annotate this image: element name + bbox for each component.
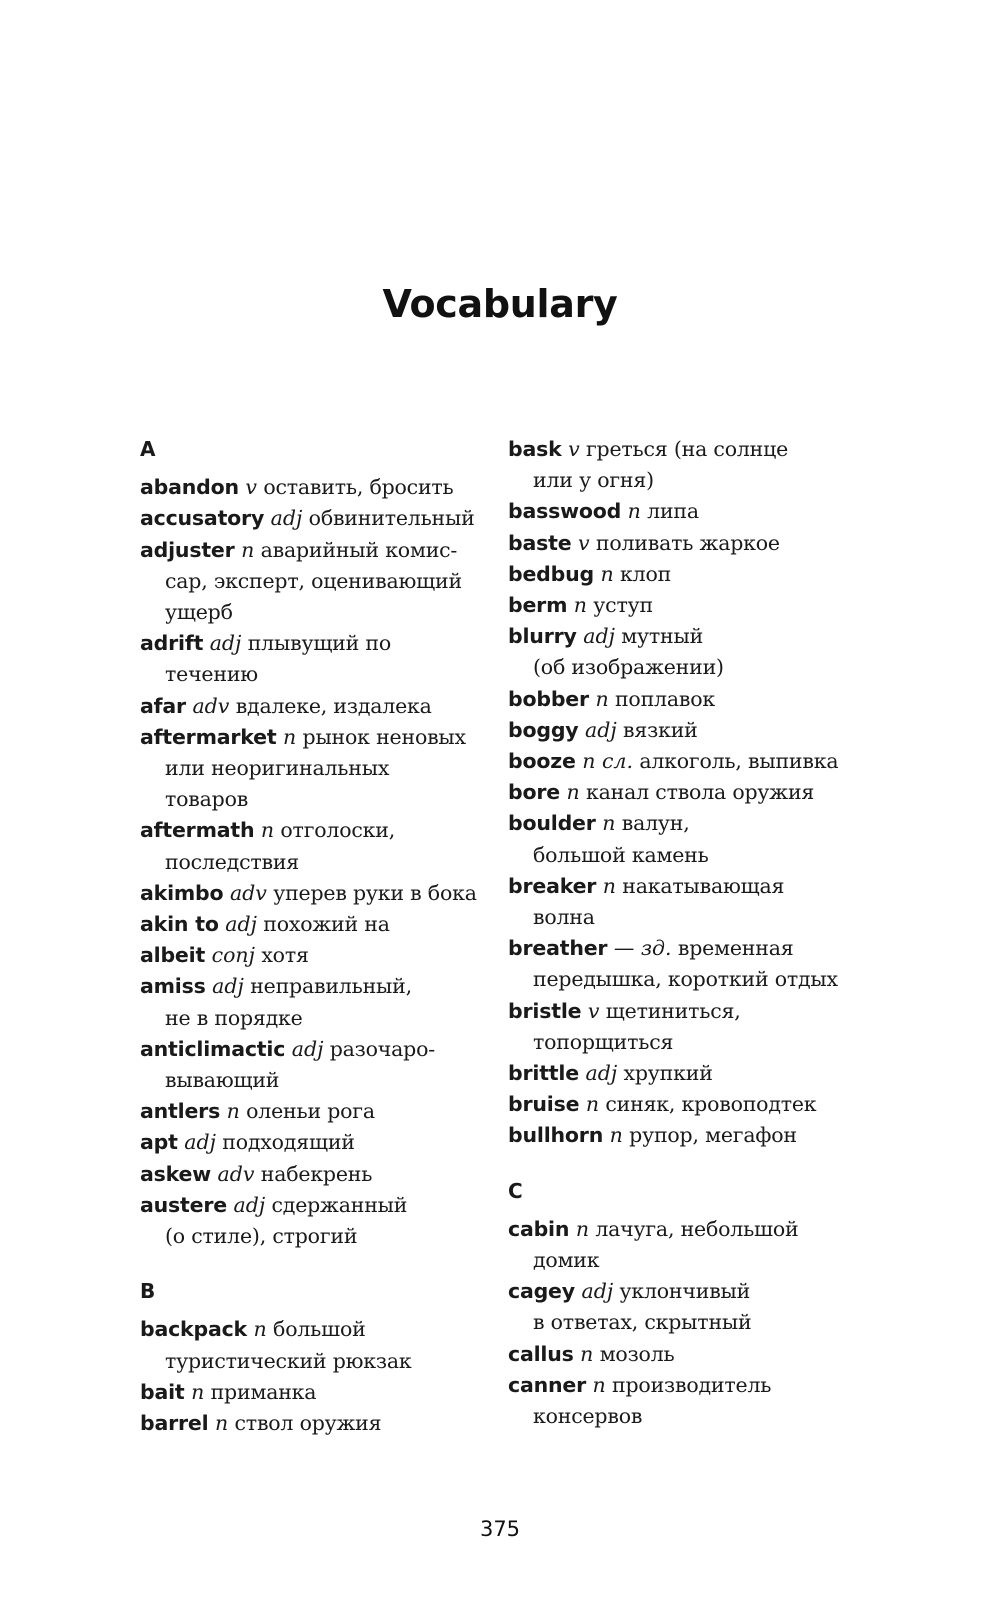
entry-part-of-speech: adj [581, 1279, 614, 1304]
entry-definition: оставить, бросить [257, 475, 454, 500]
entry-word: brittle [508, 1061, 579, 1086]
entry-word: adjuster [140, 537, 235, 562]
entry-part-of-speech: conj [211, 943, 255, 968]
glossary-entry [508, 933, 878, 995]
entry-part-of-speech: n [609, 1123, 623, 1148]
entry-word: accusatory [140, 506, 265, 531]
glossary-entry [508, 1089, 878, 1120]
entry-word: cabin [508, 1216, 570, 1241]
entry-word: aftermath [140, 818, 255, 843]
entry-definition: разочаро- [323, 1036, 435, 1061]
entry-definition-continued: в ответах, скрытный [533, 1310, 752, 1335]
glossary-entry [140, 1190, 510, 1252]
entry-definition: большой [266, 1317, 366, 1342]
glossary-entry [140, 691, 510, 722]
entry-word: blurry [508, 624, 577, 649]
entry-definition-continued: не в порядке [165, 1005, 303, 1030]
entry-definition-continued: консервов [533, 1404, 643, 1429]
entry-part-of-speech: n [595, 686, 609, 711]
section-letter: A [140, 437, 156, 461]
entry-part-of-speech: v [245, 475, 258, 500]
entry-word: bobber [508, 686, 589, 711]
glossary-entry [508, 1370, 878, 1432]
entry-definition-continued: (о стиле), строгий [165, 1224, 358, 1249]
entry-part-of-speech: v [587, 998, 600, 1023]
entry-definition-continued: течению [165, 662, 258, 687]
entry-definition: канал ствола оружия [579, 780, 815, 805]
entry-word: amiss [140, 974, 206, 999]
entry-definition-continued: туристический рюкзак [165, 1348, 412, 1373]
entry-part-of-speech: adj [270, 506, 303, 531]
entry-part-of-speech: n [226, 1099, 240, 1124]
entry-word: bristle [508, 998, 582, 1023]
entry-definition: рынок неновых [296, 724, 466, 749]
entry-part-of-speech: adj [583, 624, 615, 649]
entry-definition: сдержанный [265, 1192, 408, 1217]
entry-word: backpack [140, 1317, 247, 1342]
entry-word: berm [508, 593, 568, 618]
entry-definition: рупор, мегафон [622, 1123, 797, 1148]
glossary-entry [508, 871, 878, 933]
entry-part-of-speech: n [215, 1411, 229, 1436]
entry-part-of-speech: adj [585, 1061, 618, 1086]
entry-part-of-speech: n [191, 1379, 205, 1404]
entry-part-of-speech: n сл. [582, 749, 633, 774]
glossary-entry [140, 1096, 510, 1127]
entry-definition: неправильный, [243, 974, 412, 999]
entry-definition: приманка [204, 1379, 317, 1404]
entry-definition: липа [640, 499, 699, 524]
entry-definition: похожий на [256, 912, 390, 937]
glossary-entry [508, 1276, 878, 1338]
glossary-entry [140, 909, 510, 940]
entry-word: boggy [508, 717, 579, 742]
entry-part-of-speech: adj [209, 631, 242, 656]
entry-definition: накатывающая [615, 873, 785, 898]
entry-definition: временная [671, 936, 794, 961]
entry-word: cagey [508, 1279, 575, 1304]
entry-definition: обвинительный [302, 506, 475, 531]
glossary-entry [508, 1339, 878, 1370]
entry-part-of-speech: n [600, 561, 614, 586]
glossary-entry [508, 434, 878, 496]
entry-definition: клоп [613, 561, 672, 586]
entry-part-of-speech: n [575, 1216, 590, 1241]
glossary-entry [140, 503, 510, 534]
glossary-entry [508, 715, 878, 746]
entry-definition: синяк, кровоподтек [599, 1092, 817, 1117]
right-column [508, 434, 878, 1432]
entry-word: canner [508, 1372, 586, 1397]
glossary-entry [140, 815, 510, 877]
glossary-entry [140, 1408, 510, 1439]
entry-part-of-speech: n [260, 818, 275, 843]
entry-word: antlers [140, 1099, 221, 1124]
entry-part-of-speech: n [580, 1341, 594, 1366]
entry-definition: мозоль [593, 1341, 675, 1366]
entry-definition-continued: большой камень [533, 842, 709, 867]
entry-word: bait [140, 1379, 185, 1404]
entry-definition: вдалеке, издалека [229, 693, 432, 718]
page-number: 375 [479, 1517, 521, 1541]
entry-definition-continued: или у огня) [533, 468, 654, 493]
entry-word: adrift [140, 631, 204, 656]
glossary-entry [140, 1127, 510, 1158]
glossary-entry [508, 496, 878, 527]
glossary-entry [140, 878, 510, 909]
glossary-entry [508, 684, 878, 715]
glossary-entry [508, 1058, 878, 1089]
entry-definition: уступ [586, 593, 653, 618]
glossary-entry [140, 971, 510, 1033]
entry-word: bedbug [508, 561, 594, 586]
glossary-entry [508, 1214, 878, 1276]
entry-definition: оленьи рога [239, 1099, 375, 1124]
entry-part-of-speech: adj [225, 912, 257, 937]
entry-definition-continued: передышка, короткий отдых [533, 967, 838, 992]
entry-word: bask [508, 437, 562, 461]
page-title: Vocabulary [382, 282, 618, 326]
entry-word: apt [140, 1130, 178, 1155]
entry-part-of-speech: v [568, 437, 580, 461]
entry-word: akimbo [140, 880, 224, 905]
glossary-entry [140, 535, 510, 629]
entry-word: askew [140, 1161, 211, 1186]
glossary-entry [140, 472, 510, 503]
entry-word: afar [140, 693, 186, 718]
glossary-entry [140, 1377, 510, 1408]
glossary-entry [508, 808, 878, 870]
entry-part-of-speech: adj [291, 1036, 324, 1061]
entry-definition: поплавок [608, 686, 715, 711]
entry-part-of-speech: adv [217, 1161, 255, 1186]
entry-part-of-speech: n [253, 1317, 267, 1342]
entry-definition: аварийный комис- [254, 537, 458, 562]
glossary-entry [508, 559, 878, 590]
entry-word: breather [508, 936, 608, 961]
entry-definition: поливать жаркое [589, 530, 780, 555]
glossary-entry [508, 777, 878, 808]
entry-part-of-speech: v [577, 530, 590, 555]
glossary-entry [140, 722, 510, 816]
entry-word: breaker [508, 873, 597, 898]
entry-word: callus [508, 1341, 574, 1366]
entry-word: basswood [508, 499, 622, 524]
entry-word: bullhorn [508, 1123, 604, 1148]
entry-definition: хотя [255, 943, 309, 968]
entry-definition-continued: вывающий [165, 1068, 280, 1093]
entry-word: baste [508, 530, 572, 555]
entry-definition-continued: волна [533, 905, 595, 930]
entry-definition-continued: или неоригинальных [165, 756, 390, 781]
entry-part-of-speech: adj [184, 1130, 216, 1155]
entry-part-of-speech: n [602, 811, 616, 836]
entry-definition-continued: ущерб [165, 600, 233, 624]
entry-definition: уклончивый [613, 1279, 751, 1304]
entry-part-of-speech: adj [585, 717, 617, 742]
glossary-entry [508, 590, 878, 621]
entry-part-of-speech: n [573, 593, 587, 618]
entry-definition: лачуга, небольшой [589, 1216, 799, 1241]
entry-word: aftermarket [140, 724, 277, 749]
entry-definition: набекрень [254, 1161, 373, 1186]
entry-word: austere [140, 1192, 227, 1217]
entry-part-of-speech: adv [192, 693, 230, 718]
glossary-entry [508, 621, 878, 683]
entry-part-of-speech: n [566, 780, 580, 805]
entry-part-of-speech: — зд. [607, 936, 672, 961]
entry-definition: щетиниться, [599, 998, 741, 1023]
entry-word: booze [508, 749, 576, 774]
glossary-entry [140, 1159, 510, 1190]
entry-word: boulder [508, 811, 596, 836]
section-letter: C [508, 1178, 523, 1203]
entry-word: bruise [508, 1092, 580, 1117]
entry-definition: отголоски, [274, 818, 396, 843]
entry-definition: подходящий [215, 1130, 355, 1155]
entry-word: anticlimactic [140, 1036, 286, 1061]
entry-word: akin to [140, 912, 219, 937]
glossary-entry [140, 628, 510, 690]
glossary-entry [140, 1314, 510, 1376]
left-column [140, 434, 510, 1439]
entry-part-of-speech: n [241, 537, 255, 562]
entry-word: abandon [140, 475, 239, 500]
entry-definition: хрупкий [617, 1061, 713, 1086]
entry-part-of-speech: n [283, 724, 297, 749]
section-letter: B [140, 1279, 156, 1304]
entry-part-of-speech: n [602, 873, 616, 898]
glossary-entry [140, 1034, 510, 1096]
entry-word: bore [508, 780, 560, 805]
entry-definition-continued: домик [533, 1248, 600, 1273]
entry-definition-continued: товаров [165, 787, 249, 812]
entry-definition-continued: последствия [165, 849, 300, 874]
glossary-entry [508, 528, 878, 559]
entry-part-of-speech: adv [229, 880, 267, 905]
entry-word: barrel [140, 1411, 209, 1436]
entry-definition-continued: топорщиться [533, 1029, 674, 1054]
entry-definition: уперев руки в бока [266, 880, 477, 905]
entry-definition-continued: сар, эксперт, оценивающий [165, 568, 462, 593]
entry-definition-continued: (об изображении) [533, 655, 724, 680]
entry-part-of-speech: adj [233, 1192, 266, 1217]
entry-definition: мутный [614, 624, 704, 649]
glossary-entry [140, 940, 510, 971]
entry-part-of-speech: adj [212, 974, 244, 999]
glossary-entry [508, 1120, 878, 1151]
entry-part-of-speech: n [585, 1092, 600, 1117]
entry-definition: греться (на солнце [579, 437, 789, 461]
entry-definition: производитель [605, 1372, 772, 1397]
entry-part-of-speech: n [592, 1372, 606, 1397]
glossary-entry [508, 746, 878, 777]
entry-part-of-speech: n [627, 499, 641, 524]
entry-definition: валун, [615, 811, 690, 836]
glossary-entry [508, 996, 878, 1058]
entry-word: albeit [140, 943, 206, 968]
entry-definition: вязкий [616, 717, 698, 742]
entry-definition: ствол оружия [228, 1411, 382, 1436]
entry-definition: алкоголь, выпивка [633, 749, 839, 774]
entry-definition: плывущий по [241, 631, 392, 656]
